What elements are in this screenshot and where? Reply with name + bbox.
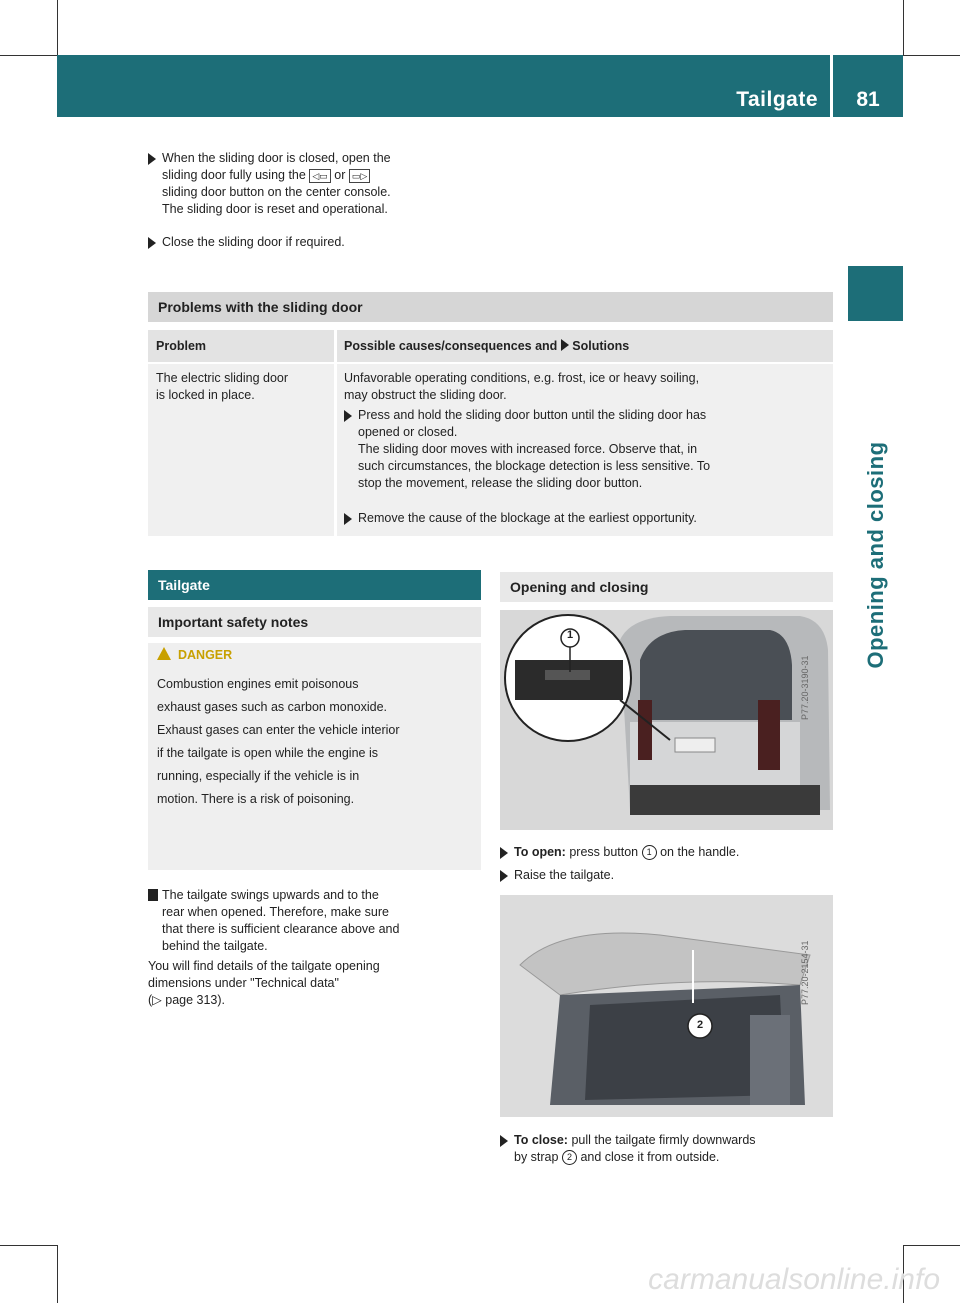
tailgate-section-title: Tailgate [148,570,481,600]
crop-mark [0,55,57,56]
intro-step-1: When the sliding door is closed, open the sliding door fully using the ◁▭ or ▭▷ sliding door button on the center console. The sliding door is reset and operational. [162,151,391,216]
side-tab-marker [848,266,903,321]
details-text: You will find details of the tailgate opening dimensions under "Technical data" (▷ page 313). [148,959,380,1007]
side-tab-label: Opening and closing [863,441,888,669]
opening-closing-title: Opening and closing [500,572,833,602]
step-arrow-icon [148,153,156,165]
table-header-causes: Possible causes/consequences and Solutions [344,339,630,353]
step-arrow-icon [148,237,156,249]
table-header-problem: Problem [156,339,207,353]
sliding-door-right-button-icon: ▭▷ [349,169,370,183]
image-code: P77.20-3190-31 [800,655,810,720]
danger-label: DANGER [178,648,233,662]
solution-arrow-icon [561,339,569,351]
callout-2: 2 [696,1019,704,1031]
tailgate-open-illustration [500,895,833,1117]
step-arrow-icon [500,847,508,859]
problems-section-title: Problems with the sliding door [148,292,833,322]
callout-2-icon: 2 [562,1150,577,1165]
warning-triangle-icon [157,647,171,660]
crop-mark [57,1245,58,1303]
table-column-divider [334,330,337,536]
sliding-door-left-button-icon: ◁▭ [309,169,330,183]
callout-1: 1 [566,629,574,641]
solution-2: Remove the cause of the blockage at the earliest opportunity. [358,511,697,525]
step-arrow-icon [344,410,352,422]
step-arrow-icon [500,1135,508,1147]
page-number: 81 [856,88,880,111]
note-icon [148,889,158,901]
crop-mark [903,0,904,55]
crop-mark [903,55,960,56]
van-rear-image [500,610,833,830]
crop-mark [903,1245,960,1246]
step-arrow-icon [500,870,508,882]
image-code: P77.20-2154-31 [800,940,810,1005]
step-arrow-icon [344,513,352,525]
watermark: carmanualsonline.info [648,1263,940,1296]
callout-1-icon: 1 [642,845,657,860]
tailgate-open-image [500,895,833,1117]
close-step: To close: pull the tailgate firmly downwards by strap 2 and close it from outside. [514,1133,756,1164]
intro-step-2: Close the sliding door if required. [162,235,345,249]
safety-notes-title: Important safety notes [148,607,481,637]
danger-text: Combustion engines emit poisonous exhaust gases such as carbon monoxide. Exhaust gases can enter the vehicle interior if the tailgate is open while the engine is running, especially if the vehicle is in motion. There is a risk of poisoning. [157,677,400,806]
open-step-1: To open: press button 1 on the handle. [514,845,740,859]
crop-mark [0,1245,57,1246]
note-text: The tailgate swings upwards and to the rear when opened. Therefore, make sure that there is sufficient clearance above and behind the tailgate. [162,888,400,953]
crop-mark [57,0,58,55]
van-rear-illustration [500,610,833,830]
header-bar [57,55,830,117]
problem-cell: The electric sliding door is locked in place. [156,371,289,402]
page-title: Tailgate [736,88,818,111]
cause-cell: Unfavorable operating conditions, e.g. frost, ice or heavy soiling, may obstruct the sliding door. [344,371,700,402]
open-step-2: Raise the tailgate. [514,868,615,882]
solution-1: Press and hold the sliding door button until the sliding door has opened or closed. The sliding door moves with increased force. Observe that, in such circumstances, the blockage detection is less sensitive. To stop the movement, release the sliding door button. [358,408,711,490]
